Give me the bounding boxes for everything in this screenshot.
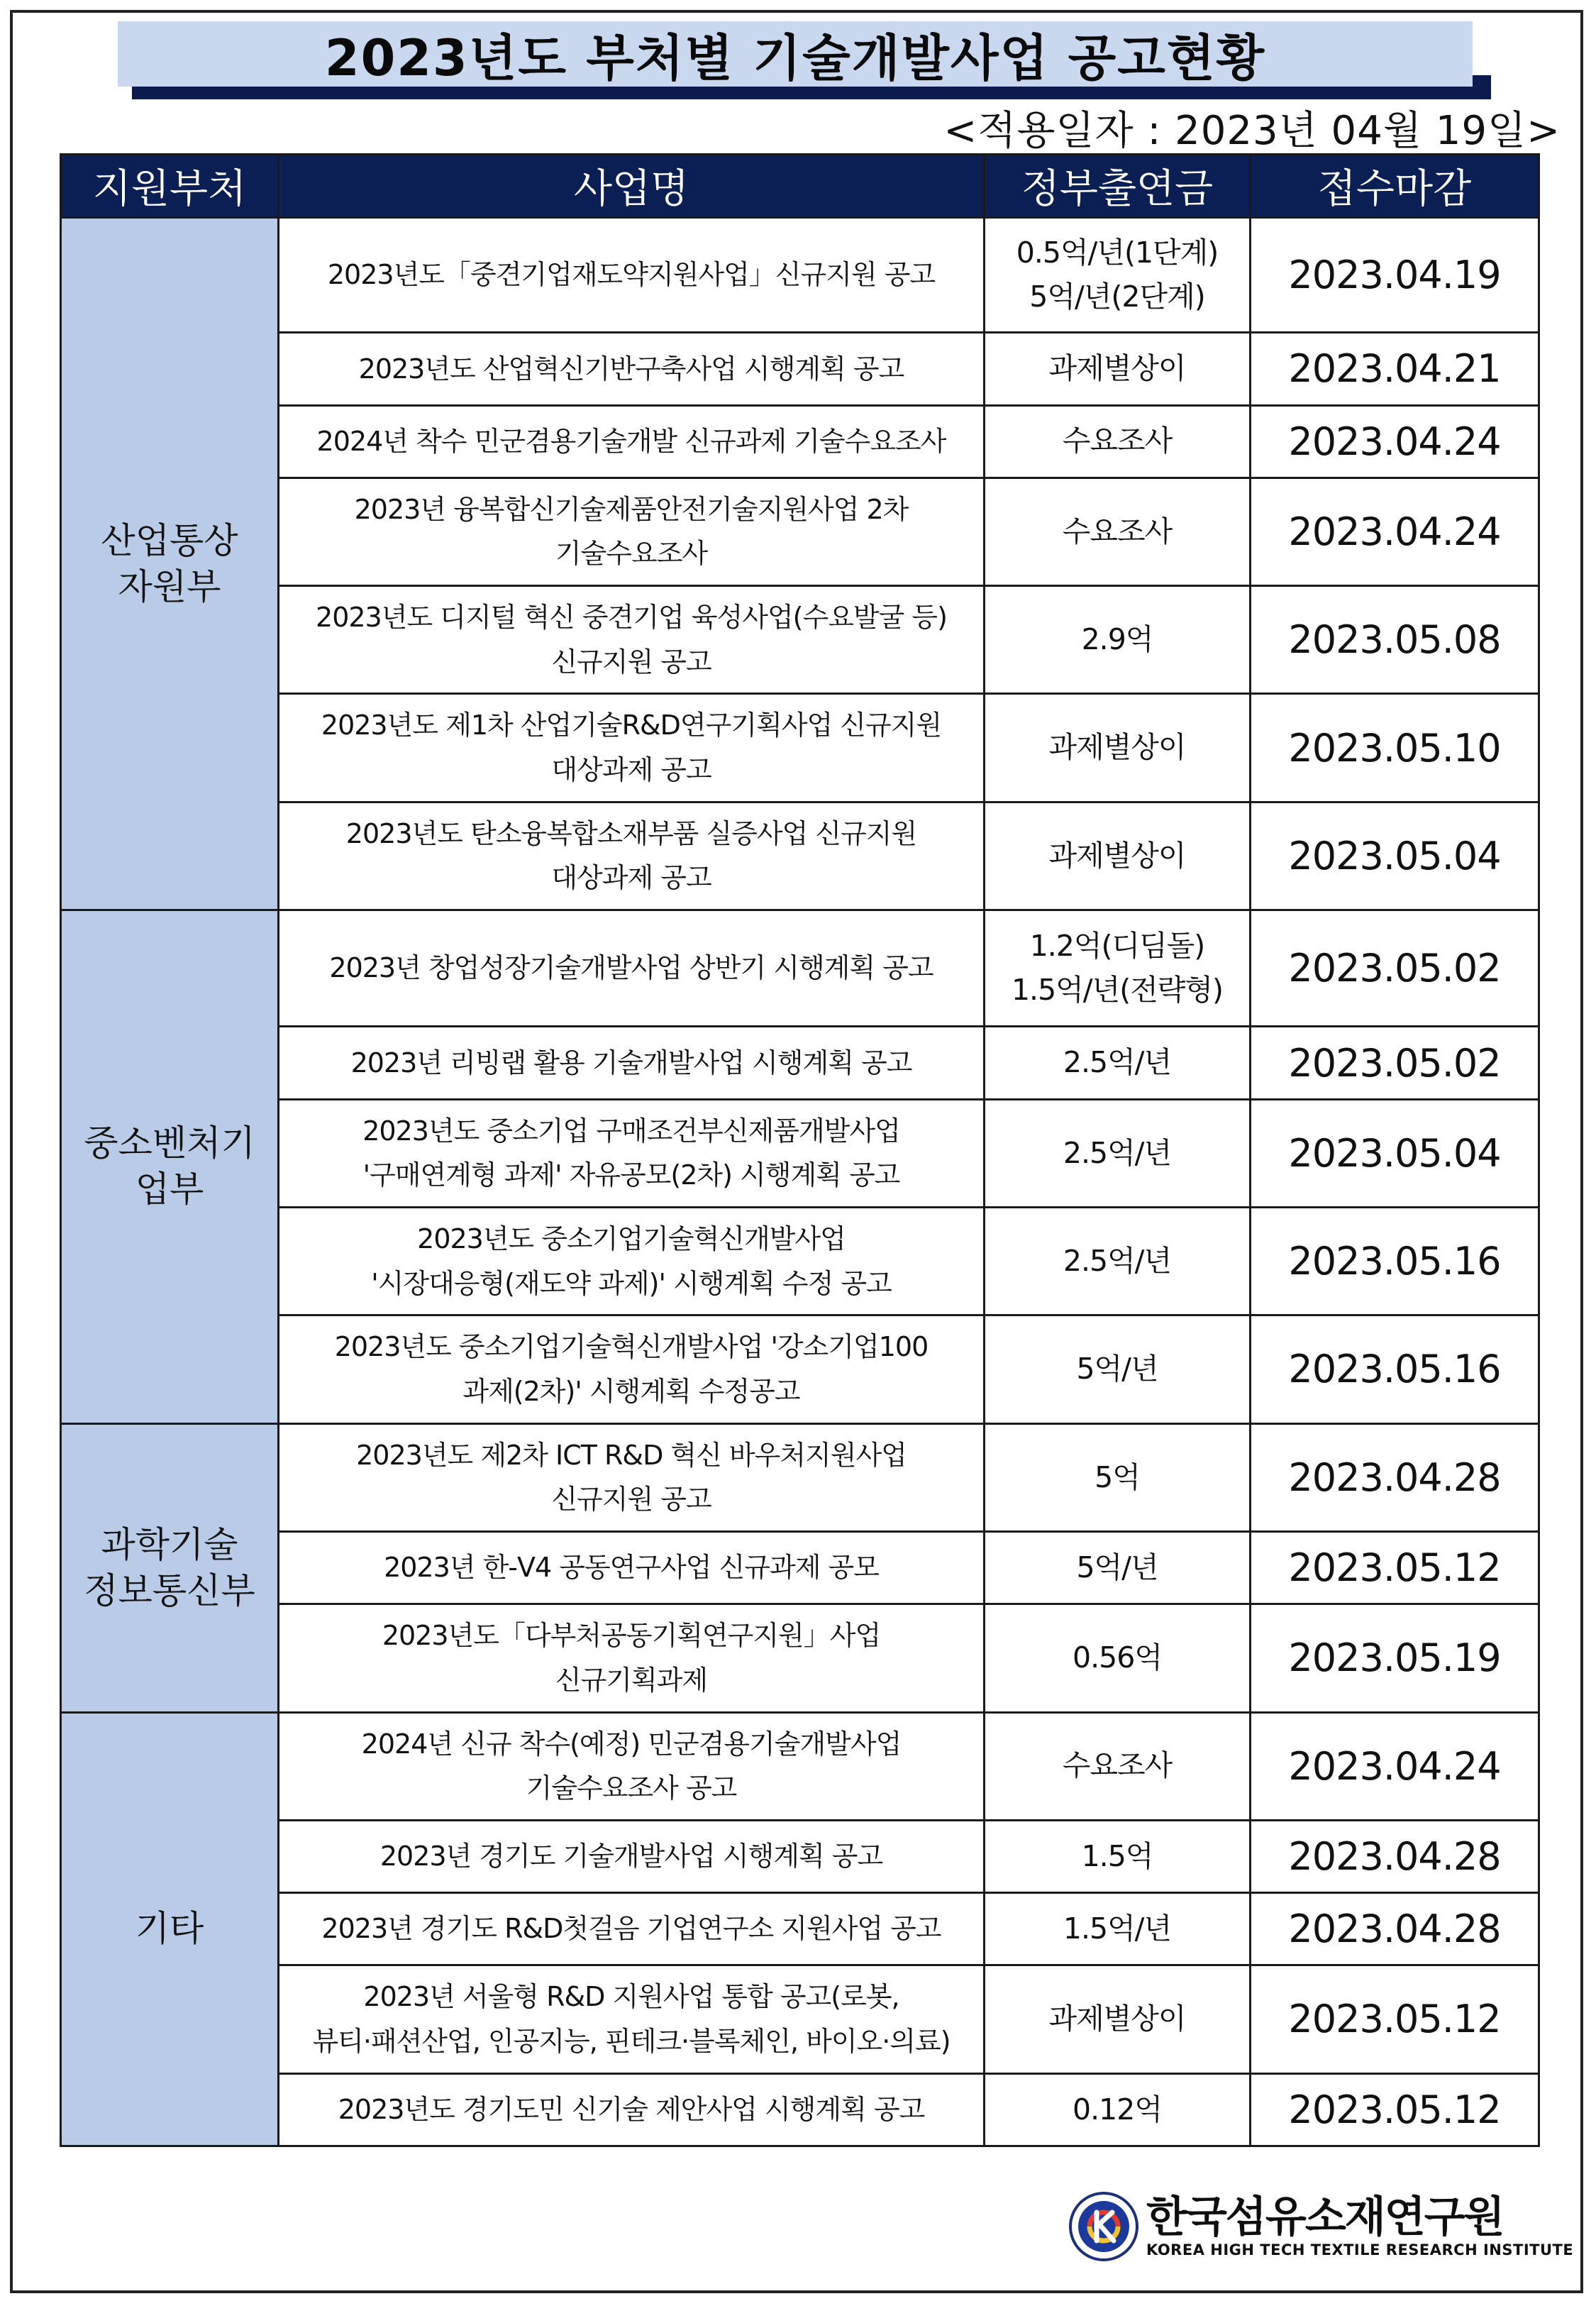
project-name: 2023년도「중견기업재도약지원사업」신규지원 공고: [327, 259, 936, 291]
fund-amount: 과제별상이: [1048, 351, 1186, 386]
project-name: 2023년도 제1차 산업기술R&D연구기획사업 신규지원 대상과제 공고: [321, 710, 942, 786]
table-row: [61, 802, 1539, 910]
apply-date: <적용일자 : 2023년 04월 19일>: [943, 108, 1561, 154]
project-name-cell: [279, 1027, 985, 1099]
deadline-cell: 2023.04.24: [1251, 478, 1539, 585]
fund-cell: [985, 802, 1251, 910]
dept-label: 과학기술 정보통신부: [84, 1523, 255, 1611]
table-row: [61, 1893, 1539, 1965]
deadline-cell: 2023.05.16: [1251, 1208, 1539, 1315]
project-name-cell: [279, 1315, 985, 1423]
fund-cell: [985, 1423, 1251, 1531]
project-name-cell: [279, 802, 985, 910]
table-row: [61, 1712, 1539, 1820]
table-row: [61, 586, 1539, 694]
dept-label: 기타: [135, 1908, 204, 1950]
deadline-cell: 2023.04.21: [1251, 333, 1539, 405]
project-name: 2023년 서울형 R&D 지원사업 통합 공고(로봇, 뷰티·패션산업, 인공지능, 핀테크·블록체인, 바이오·의료): [312, 1981, 951, 2057]
table-row: [61, 1423, 1539, 1531]
deadline-cell: 2023.04.28: [1251, 1423, 1539, 1531]
title-banner: [118, 21, 1473, 87]
fund-amount: 과제별상이: [1048, 2002, 1186, 2036]
project-name-cell: [279, 1531, 985, 1604]
project-name-cell: [279, 910, 985, 1027]
project-name-cell: [279, 1712, 985, 1820]
fund-cell: [985, 586, 1251, 694]
deadline-cell: 2023.04.24: [1251, 405, 1539, 478]
deadline-cell: 2023.05.12: [1251, 2073, 1539, 2146]
fund-amount: 5억/년: [1076, 1352, 1158, 1386]
table-row: [61, 1604, 1539, 1712]
project-name: 2023년도 중소기업 구매조건부신제품개발사업 '구매연계형 과제' 자유공모(2차) 시행계획 공고: [362, 1115, 900, 1191]
fund-cell: [985, 1965, 1251, 2073]
page-title: 2023년도 부처별 기술개발사업 공고현황: [324, 28, 1266, 87]
project-name-cell: [279, 405, 985, 478]
col-header-deadline: 접수마감: [1251, 155, 1539, 218]
table-row: [61, 1027, 1539, 1099]
project-name-cell: [279, 1893, 985, 1965]
dept-cell: [61, 1712, 279, 2146]
deadline-cell: 2023.04.19: [1251, 218, 1539, 333]
fund-cell: [985, 1099, 1251, 1207]
table-row: [61, 218, 1539, 333]
fund-amount: 수요조사: [1062, 1748, 1173, 1783]
fund-amount: 2.9억: [1081, 622, 1153, 657]
dept-cell: [61, 1423, 279, 1712]
project-name-cell: [279, 694, 985, 802]
project-name: 2023년 경기도 기술개발사업 시행계획 공고: [379, 1841, 883, 1872]
col-header-name: 사업명: [279, 155, 985, 218]
project-name-cell: [279, 586, 985, 694]
fund-amount: 과제별상이: [1048, 838, 1186, 873]
deadline-cell: 2023.05.16: [1251, 1315, 1539, 1423]
fund-amount: 1.2억(디딤돌) 1.5억/년(전략형): [1011, 929, 1224, 1007]
table-row: [61, 1208, 1539, 1315]
deadline-cell: 2023.05.12: [1251, 1531, 1539, 1604]
fund-cell: [985, 405, 1251, 478]
project-name-cell: [279, 1423, 985, 1531]
project-name: 2023년도 탄소융복합소재부품 실증사업 신규지원 대상과제 공고: [345, 817, 917, 894]
table-header-row: [61, 155, 1539, 218]
fund-amount: 수요조사: [1062, 514, 1173, 548]
fund-amount: 수요조사: [1062, 424, 1173, 458]
fund-cell: [985, 1604, 1251, 1712]
fund-cell: [985, 1893, 1251, 1965]
fund-cell: [985, 478, 1251, 585]
notice-table: [60, 153, 1540, 2147]
project-name-cell: [279, 1099, 985, 1207]
fund-cell: [985, 1027, 1251, 1099]
fund-cell: [985, 333, 1251, 405]
table-row: [61, 1099, 1539, 1207]
fund-amount: 5억: [1095, 1460, 1140, 1494]
deadline-cell: 2023.04.24: [1251, 1712, 1539, 1820]
fund-cell: [985, 218, 1251, 333]
project-name: 2023년 경기도 R&D첫걸음 기업연구소 지원사업 공고: [321, 1913, 941, 1945]
table-row: [61, 333, 1539, 405]
fund-cell: [985, 1208, 1251, 1315]
fund-amount: 1.5억: [1081, 1838, 1153, 1873]
fund-cell: [985, 694, 1251, 802]
fund-cell: [985, 1315, 1251, 1423]
deadline-cell: 2023.05.04: [1251, 1099, 1539, 1207]
deadline-cell: 2023.05.10: [1251, 694, 1539, 802]
fund-cell: [985, 2073, 1251, 2146]
table-row: [61, 478, 1539, 585]
deadline-cell: 2023.05.02: [1251, 1027, 1539, 1099]
fund-amount: 0.56억: [1073, 1640, 1162, 1675]
project-name-cell: [279, 1965, 985, 2073]
logo-korean-name: 한국섬유소재연구원: [1146, 2192, 1504, 2242]
fund-amount: 0.12억: [1073, 2092, 1162, 2126]
dept-cell: [61, 218, 279, 910]
project-name-cell: [279, 218, 985, 333]
project-name: 2023년 리빙랩 활용 기술개발사업 시행계획 공고: [350, 1047, 912, 1078]
project-name: 2023년 한-V4 공동연구사업 신규과제 공모: [384, 1552, 879, 1584]
deadline-cell: 2023.04.28: [1251, 1820, 1539, 1892]
project-name: 2023년도「다부처공동기획연구지원」사업 신규기획과제: [382, 1620, 881, 1696]
project-name: 2023년 융복합신기술제품안전기술지원사업 2차 기술수요조사: [354, 493, 909, 570]
fund-cell: [985, 1712, 1251, 1820]
project-name-cell: [279, 1820, 985, 1892]
fund-amount: 0.5억/년(1단계) 5억/년(2단계): [1016, 236, 1219, 314]
deadline-cell: 2023.04.28: [1251, 1893, 1539, 1965]
institute-emblem-icon: [1068, 2191, 1139, 2262]
deadline-cell: 2023.05.08: [1251, 586, 1539, 694]
table-row: [61, 1820, 1539, 1892]
dept-label: 중소벤처기 업부: [84, 1122, 255, 1210]
project-name: 2023년도 중소기업기술혁신개발사업 '강소기업100 과제(2차)' 시행계획 수정공고: [334, 1331, 929, 1407]
table-row: [61, 405, 1539, 478]
fund-amount: 5억/년: [1076, 1550, 1158, 1584]
project-name: 2024년 착수 민군겸용기술개발 신규과제 기술수요조사: [316, 425, 946, 457]
deadline-cell: 2023.05.12: [1251, 1965, 1539, 2073]
dept-label: 산업통상 자원부: [101, 519, 238, 607]
project-name: 2023년 창업성장기술개발사업 상반기 시행계획 공고: [329, 952, 933, 984]
project-name-cell: [279, 478, 985, 585]
project-name: 2023년도 중소기업기술혁신개발사업 '시장대응형(재도약 과제)' 시행계획 수정 공고: [371, 1223, 892, 1299]
project-name: 2023년도 제2차 ICT R&D 혁신 바우처지원사업 신규지원 공고: [356, 1439, 907, 1516]
fund-cell: [985, 1820, 1251, 1892]
table-row: [61, 2073, 1539, 2146]
project-name: 2023년도 디지털 혁신 중견기업 육성사업(수요발굴 등) 신규지원 공고: [316, 602, 947, 678]
logo-english-name: KOREA HIGH TECH TEXTILE RESEARCH INSTITUTE: [1146, 2241, 1574, 2258]
project-name-cell: [279, 1208, 985, 1315]
institute-logo: [1068, 2184, 1574, 2269]
fund-amount: 2.5억/년: [1063, 1045, 1172, 1080]
fund-cell: [985, 910, 1251, 1027]
dept-cell: [61, 910, 279, 1424]
fund-amount: 2.5억/년: [1063, 1135, 1172, 1170]
project-name-cell: [279, 1604, 985, 1712]
table-row: [61, 1965, 1539, 2073]
fund-amount: 2.5억/년: [1063, 1243, 1172, 1278]
project-name-cell: [279, 2073, 985, 2146]
project-name: 2024년 신규 착수(예정) 민군겸용기술개발사업 기술수요조사 공고: [361, 1728, 902, 1804]
table-row: [61, 910, 1539, 1027]
deadline-cell: 2023.05.02: [1251, 910, 1539, 1027]
project-name-cell: [279, 333, 985, 405]
table-row: [61, 1315, 1539, 1423]
project-name: 2023년도 경기도민 신기술 제안사업 시행계획 공고: [338, 2093, 925, 2125]
table-row: [61, 694, 1539, 802]
col-header-fund: 정부출연금: [985, 155, 1251, 218]
table-row: [61, 1531, 1539, 1604]
project-name: 2023년도 산업혁신기반구축사업 시행계획 공고: [358, 353, 904, 385]
fund-amount: 1.5억/년: [1063, 1911, 1172, 1946]
fund-amount: 과제별상이: [1048, 730, 1186, 765]
col-header-dept: 지원부처: [61, 155, 279, 218]
fund-cell: [985, 1531, 1251, 1604]
deadline-cell: 2023.05.19: [1251, 1604, 1539, 1712]
deadline-cell: 2023.05.04: [1251, 802, 1539, 910]
